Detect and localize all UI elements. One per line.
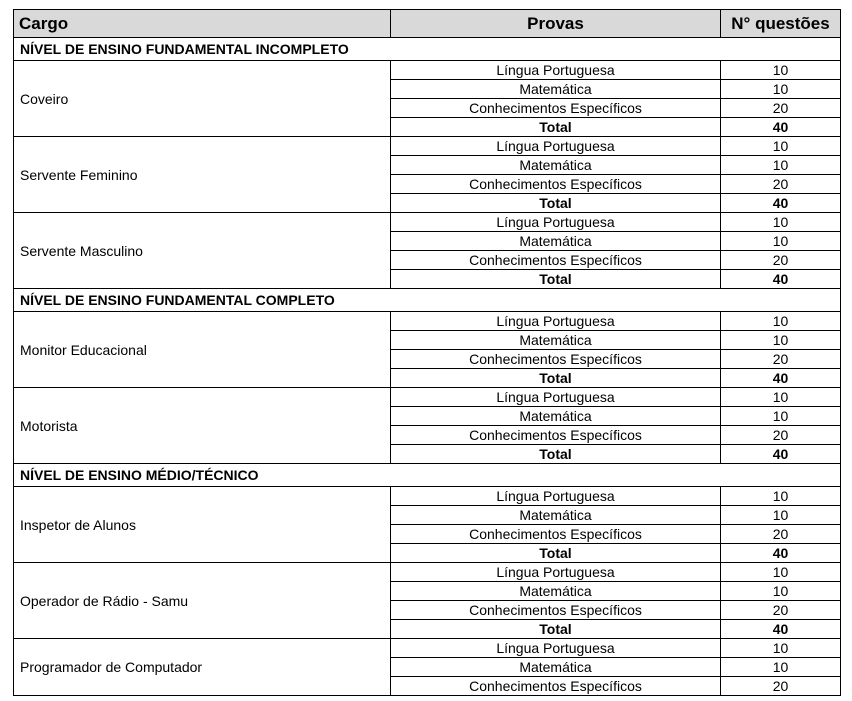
question-count: 10 xyxy=(721,639,841,658)
prova-name: Matemática xyxy=(391,506,721,525)
level-title: NÍVEL DE ENSINO FUNDAMENTAL INCOMPLETO xyxy=(14,38,841,61)
question-count: 20 xyxy=(721,99,841,118)
table-row xyxy=(14,563,841,582)
total-count: 40 xyxy=(721,118,841,137)
prova-name: Língua Portuguesa xyxy=(391,388,721,407)
total-count: 40 xyxy=(721,270,841,289)
prova-name: Língua Portuguesa xyxy=(391,487,721,506)
question-count: 20 xyxy=(721,426,841,445)
prova-name: Matemática xyxy=(391,582,721,601)
prova-name: Conhecimentos Específicos xyxy=(391,426,721,445)
table-row xyxy=(14,213,841,232)
question-count: 20 xyxy=(721,175,841,194)
prova-name: Língua Portuguesa xyxy=(391,639,721,658)
question-count: 10 xyxy=(721,137,841,156)
cargo-name: Inspetor de Alunos xyxy=(14,487,391,563)
prova-name: Conhecimentos Específicos xyxy=(391,251,721,270)
cargo-name: Programador de Computador xyxy=(14,639,391,696)
question-count: 20 xyxy=(721,677,841,696)
prova-name: Língua Portuguesa xyxy=(391,563,721,582)
table-body xyxy=(14,38,841,696)
question-count: 20 xyxy=(721,601,841,620)
prova-name: Língua Portuguesa xyxy=(391,137,721,156)
prova-name: Conhecimentos Específicos xyxy=(391,99,721,118)
prova-name: Conhecimentos Específicos xyxy=(391,175,721,194)
prova-name: Matemática xyxy=(391,232,721,251)
table-row xyxy=(14,137,841,156)
question-count: 10 xyxy=(721,312,841,331)
prova-name: Língua Portuguesa xyxy=(391,213,721,232)
table-row xyxy=(14,312,841,331)
prova-name: Conhecimentos Específicos xyxy=(391,601,721,620)
cargo-name: Servente Feminino xyxy=(14,137,391,213)
level-row xyxy=(14,289,841,312)
total-label: Total xyxy=(391,369,721,388)
question-count: 10 xyxy=(721,156,841,175)
total-label: Total xyxy=(391,118,721,137)
prova-name: Matemática xyxy=(391,331,721,350)
level-title: NÍVEL DE ENSINO MÉDIO/TÉCNICO xyxy=(14,464,841,487)
question-count: 10 xyxy=(721,388,841,407)
question-count: 10 xyxy=(721,213,841,232)
question-count: 10 xyxy=(721,506,841,525)
question-count: 10 xyxy=(721,487,841,506)
cargo-name: Coveiro xyxy=(14,61,391,137)
header-row xyxy=(14,10,841,38)
header-provas: Provas xyxy=(391,10,721,38)
total-count: 40 xyxy=(721,445,841,464)
question-count: 10 xyxy=(721,232,841,251)
level-title: NÍVEL DE ENSINO FUNDAMENTAL COMPLETO xyxy=(14,289,841,312)
table-row xyxy=(14,61,841,80)
total-label: Total xyxy=(391,270,721,289)
table-header xyxy=(14,10,841,38)
prova-name: Matemática xyxy=(391,658,721,677)
prova-name: Conhecimentos Específicos xyxy=(391,677,721,696)
total-count: 40 xyxy=(721,544,841,563)
total-label: Total xyxy=(391,544,721,563)
prova-name: Língua Portuguesa xyxy=(391,312,721,331)
header-cargo: Cargo xyxy=(14,10,391,38)
question-count: 20 xyxy=(721,251,841,270)
prova-name: Conhecimentos Específicos xyxy=(391,350,721,369)
total-count: 40 xyxy=(721,369,841,388)
total-count: 40 xyxy=(721,620,841,639)
table-row xyxy=(14,388,841,407)
level-row xyxy=(14,464,841,487)
question-count: 10 xyxy=(721,563,841,582)
question-count: 10 xyxy=(721,582,841,601)
cargo-name: Servente Masculino xyxy=(14,213,391,289)
question-count: 20 xyxy=(721,350,841,369)
question-count: 10 xyxy=(721,407,841,426)
prova-name: Matemática xyxy=(391,407,721,426)
header-questoes: N° questões xyxy=(721,10,841,38)
cargo-name: Motorista xyxy=(14,388,391,464)
cargo-name: Monitor Educacional xyxy=(14,312,391,388)
prova-name: Matemática xyxy=(391,80,721,99)
total-count: 40 xyxy=(721,194,841,213)
level-row xyxy=(14,38,841,61)
prova-name: Língua Portuguesa xyxy=(391,61,721,80)
question-count: 10 xyxy=(721,658,841,677)
table-row xyxy=(14,487,841,506)
question-count: 20 xyxy=(721,525,841,544)
total-label: Total xyxy=(391,620,721,639)
total-label: Total xyxy=(391,445,721,464)
table-row xyxy=(14,639,841,658)
cargo-name: Operador de Rádio - Samu xyxy=(14,563,391,639)
question-count: 10 xyxy=(721,61,841,80)
question-count: 10 xyxy=(721,80,841,99)
total-label: Total xyxy=(391,194,721,213)
prova-name: Conhecimentos Específicos xyxy=(391,525,721,544)
question-count: 10 xyxy=(721,331,841,350)
prova-name: Matemática xyxy=(391,156,721,175)
exam-distribution-table xyxy=(13,9,841,696)
